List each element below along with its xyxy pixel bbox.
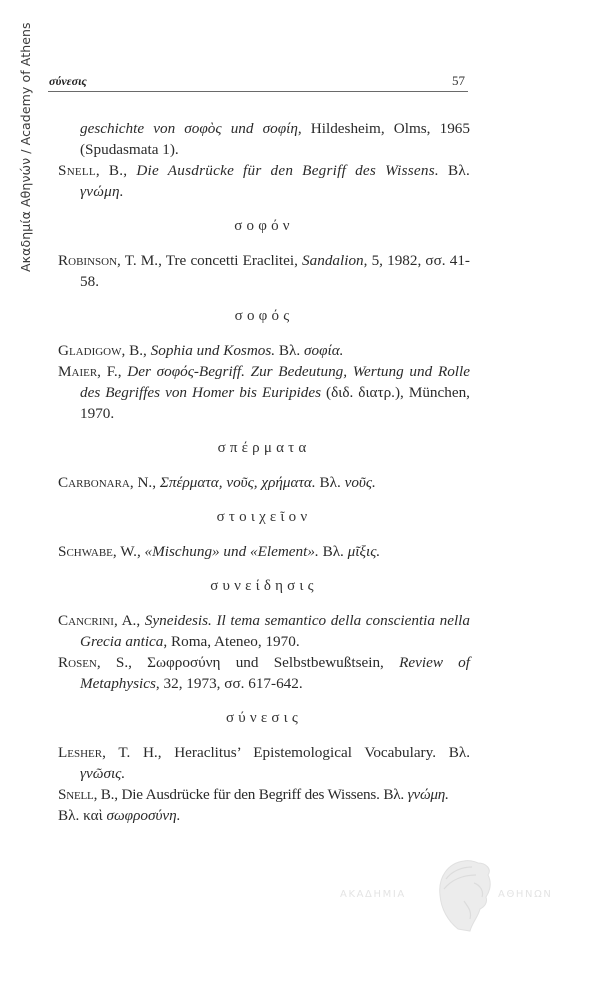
entry-italic: Der σοφός-Begriff. Zur Bedeutung, Wertung und Rolle des Begriffes von Homer bis Euripides	[80, 363, 470, 401]
entry-author: Rosen	[58, 654, 97, 671]
entry-italic: Sandalion	[302, 252, 364, 269]
entry-text: , Roma, Ateneo, 1970.	[163, 633, 300, 650]
entry-text: , F.,	[97, 363, 128, 380]
bibliography-entry	[58, 472, 470, 493]
running-head	[48, 74, 468, 92]
entry-text: , B.,	[95, 162, 137, 179]
entry-author: Snell	[58, 162, 96, 179]
entry-text: , 5, 1982, σσ. 41-58.	[80, 252, 470, 290]
bibliography-entry	[58, 784, 470, 805]
section-heading: στοιχεῖον	[216, 509, 312, 525]
entry-italic: Die Ausdrücke für den Begriff des Wissens.	[136, 162, 439, 179]
entry-text: , Hildesheim, Olms, 1965 (Spudasmata 1).	[80, 120, 470, 158]
logo-text-right: ΑΘΗΝΩΝ	[498, 889, 553, 900]
section-heading: σπέρματα	[217, 440, 311, 456]
entry-text: , A.,	[113, 612, 145, 629]
see-also-line	[58, 805, 470, 826]
bibliography-entry	[58, 361, 470, 424]
entry-text: , W.,	[112, 543, 145, 560]
bibliography-content	[58, 118, 470, 826]
entry-text: , 32, 1973, σσ. 617-642.	[155, 675, 303, 692]
entry-text: (διδ. διατρ.), München, 1970.	[80, 384, 470, 422]
section-heading: σοφός	[234, 308, 294, 324]
section-heading: σοφόν	[234, 218, 294, 234]
entry-text: Βλ. καὶ	[58, 807, 107, 824]
entry-author: Schwabe	[58, 543, 113, 560]
entry-author: Cancrini	[58, 612, 114, 629]
entry-italic: Σπέρματα, νοῦς, χρήματα.	[159, 474, 316, 491]
bibliography-entry	[58, 541, 470, 562]
entry-author: Gladigow	[58, 342, 122, 359]
entry-italic: Syneidesis. Il tema semantico della conscientia nella Grecia antica	[80, 612, 470, 650]
entry-text: , B., Die Ausdrücke für den Begriff des Wissens. Βλ.	[93, 786, 408, 803]
section-heading: σύνεσις	[225, 710, 303, 726]
cross-reference: σοφία.	[304, 342, 344, 359]
entry-text: , T. M., Tre concetti Eraclitei,	[117, 252, 303, 269]
entry-author: Lesher	[58, 744, 103, 761]
page-number: 57	[452, 73, 465, 88]
entry-author: Snell	[58, 786, 94, 803]
cross-reference: νοῦς.	[344, 474, 376, 491]
cross-reference: μῖξις.	[347, 543, 381, 560]
logo-text-left: ΑΚΑΔΗΜΙΑ	[340, 889, 406, 900]
cross-reference: γνῶσις.	[80, 765, 126, 782]
entry-text: , S., Σωφροσύνη und Selbstbewußtsein,	[96, 654, 400, 671]
entry-italic: Review of Metaphysics	[80, 654, 470, 692]
entry-text: , N.,	[129, 474, 160, 491]
cross-reference: γνώμη.	[407, 786, 449, 803]
entry-italic: geschichte von σοφὸς und σοφίη	[80, 120, 298, 137]
section-heading: συνείδησις	[210, 578, 318, 594]
bibliography-entry	[58, 340, 470, 361]
athena-head-icon	[434, 857, 496, 933]
entry-author: Maier	[58, 363, 98, 380]
entry-text: Βλ.	[315, 474, 345, 491]
entry-author: Robinson	[58, 252, 118, 269]
entry-italic: «Mischung» und «Element».	[144, 543, 319, 560]
entry-text: , B.,	[121, 342, 151, 359]
entry-author: Carbonara	[58, 474, 130, 491]
cross-reference: σωφροσύνη.	[106, 807, 181, 824]
entry-text: Βλ.	[318, 543, 348, 560]
entry-text: Βλ.	[275, 342, 304, 359]
bibliography-entry	[58, 250, 470, 292]
bibliography-entry	[58, 160, 470, 202]
bibliography-entry	[58, 652, 470, 694]
bibliography-entry	[58, 610, 470, 652]
entry-text: , T. H., Heraclitus’ Epistemological Vocabulary. Βλ.	[102, 744, 470, 761]
entry-italic: Sophia und Kosmos.	[150, 342, 276, 359]
cross-reference: γνώμη.	[80, 183, 124, 200]
entry-text: Βλ.	[438, 162, 470, 179]
side-watermark-text: Ακαδημία Αθηνών / Academy of Athens	[18, 22, 33, 272]
academy-logo-watermark	[330, 855, 580, 935]
bibliography-entry-continued	[58, 118, 470, 160]
bibliography-entry	[58, 742, 470, 784]
running-head-title: σύνεσις	[49, 74, 87, 88]
